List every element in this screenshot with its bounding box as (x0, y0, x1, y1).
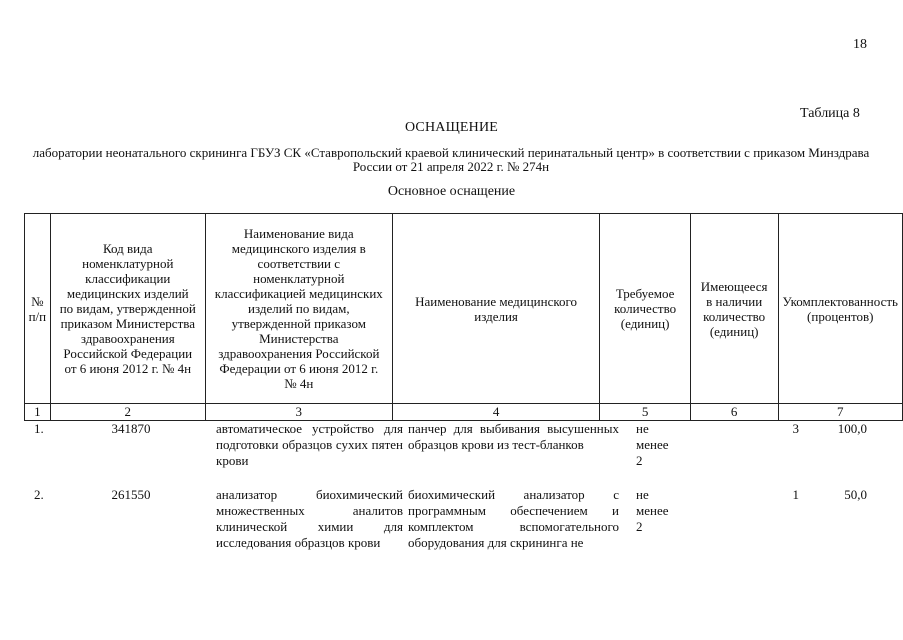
row-code: 261550 (111, 487, 151, 502)
column-number-3: 3 (205, 404, 392, 421)
column-number-4: 4 (392, 404, 600, 421)
row-kind-name: анализатор биохимический множественных аналитов клинической химии для исследования образцов крови (216, 487, 403, 550)
header-kind-name: Наименование вида медицинского изделия в соответствии с номенклатурной классификацией медицинских изделий по видам, утвержденной приказом Министерства здравоохранения Российской Федерации от 6 июня 2012 г. № 4н (205, 214, 392, 404)
header-code: Код вида номенклатурной классификации медицинских изделий по видам, утвержденной приказом Министерства здравоохранения Российской Федерации от 6 июня 2012 г. № 4н (50, 214, 205, 404)
document-subtitle: лаборатории неонатального скрининга ГБУЗ СК «Ставропольский краевой клинический перинатальный центр» в соответствии с приказом Минздрава России от 21 апреля 2022 г. № 274н (32, 145, 870, 174)
header-required-qty: Требуемое количество (единиц) (600, 214, 690, 404)
row-available-qty: 3 (792, 421, 799, 436)
row-available-qty: 1 (792, 487, 799, 502)
document-title: ОСНАЩЕНИЕ (404, 120, 499, 135)
column-number-5: 5 (600, 404, 690, 421)
section-heading: Основное оснащение (387, 184, 516, 199)
row-kind-name: автоматическое устройство для подготовки образцов сухих пятен крови (216, 421, 403, 468)
row-required-qty: не менее 2 (636, 487, 669, 534)
header-device-name: Наименование медицинского изделия (392, 214, 600, 404)
column-number-6: 6 (690, 404, 778, 421)
row-completeness: 100,0 (837, 421, 867, 436)
row-device-name: биохимический анализатор с программным обеспечением и комплектом вспомогательного оборудования для скрининга не (408, 487, 619, 550)
table-label: Таблица 8 (800, 106, 860, 121)
column-number-2: 2 (50, 404, 205, 421)
row-completeness: 50,0 (844, 487, 867, 502)
row-device-name: панчер для выбивания высушенных образцов крови из тест-бланков (408, 421, 619, 452)
page-number: 18 (853, 37, 867, 52)
header-available-qty: Имеющееся в наличии количество (единиц) (690, 214, 778, 404)
row-number: 1. (34, 421, 44, 436)
header-number: № п/п (25, 214, 51, 404)
row-number: 2. (34, 487, 44, 502)
row-code: 341870 (111, 421, 151, 436)
column-number-1: 1 (25, 404, 51, 421)
header-completeness: Укомплектованность (процентов) (778, 214, 902, 404)
equipment-table (24, 213, 903, 421)
column-number-7: 7 (778, 404, 902, 421)
row-required-qty: не менее 2 (636, 421, 669, 468)
